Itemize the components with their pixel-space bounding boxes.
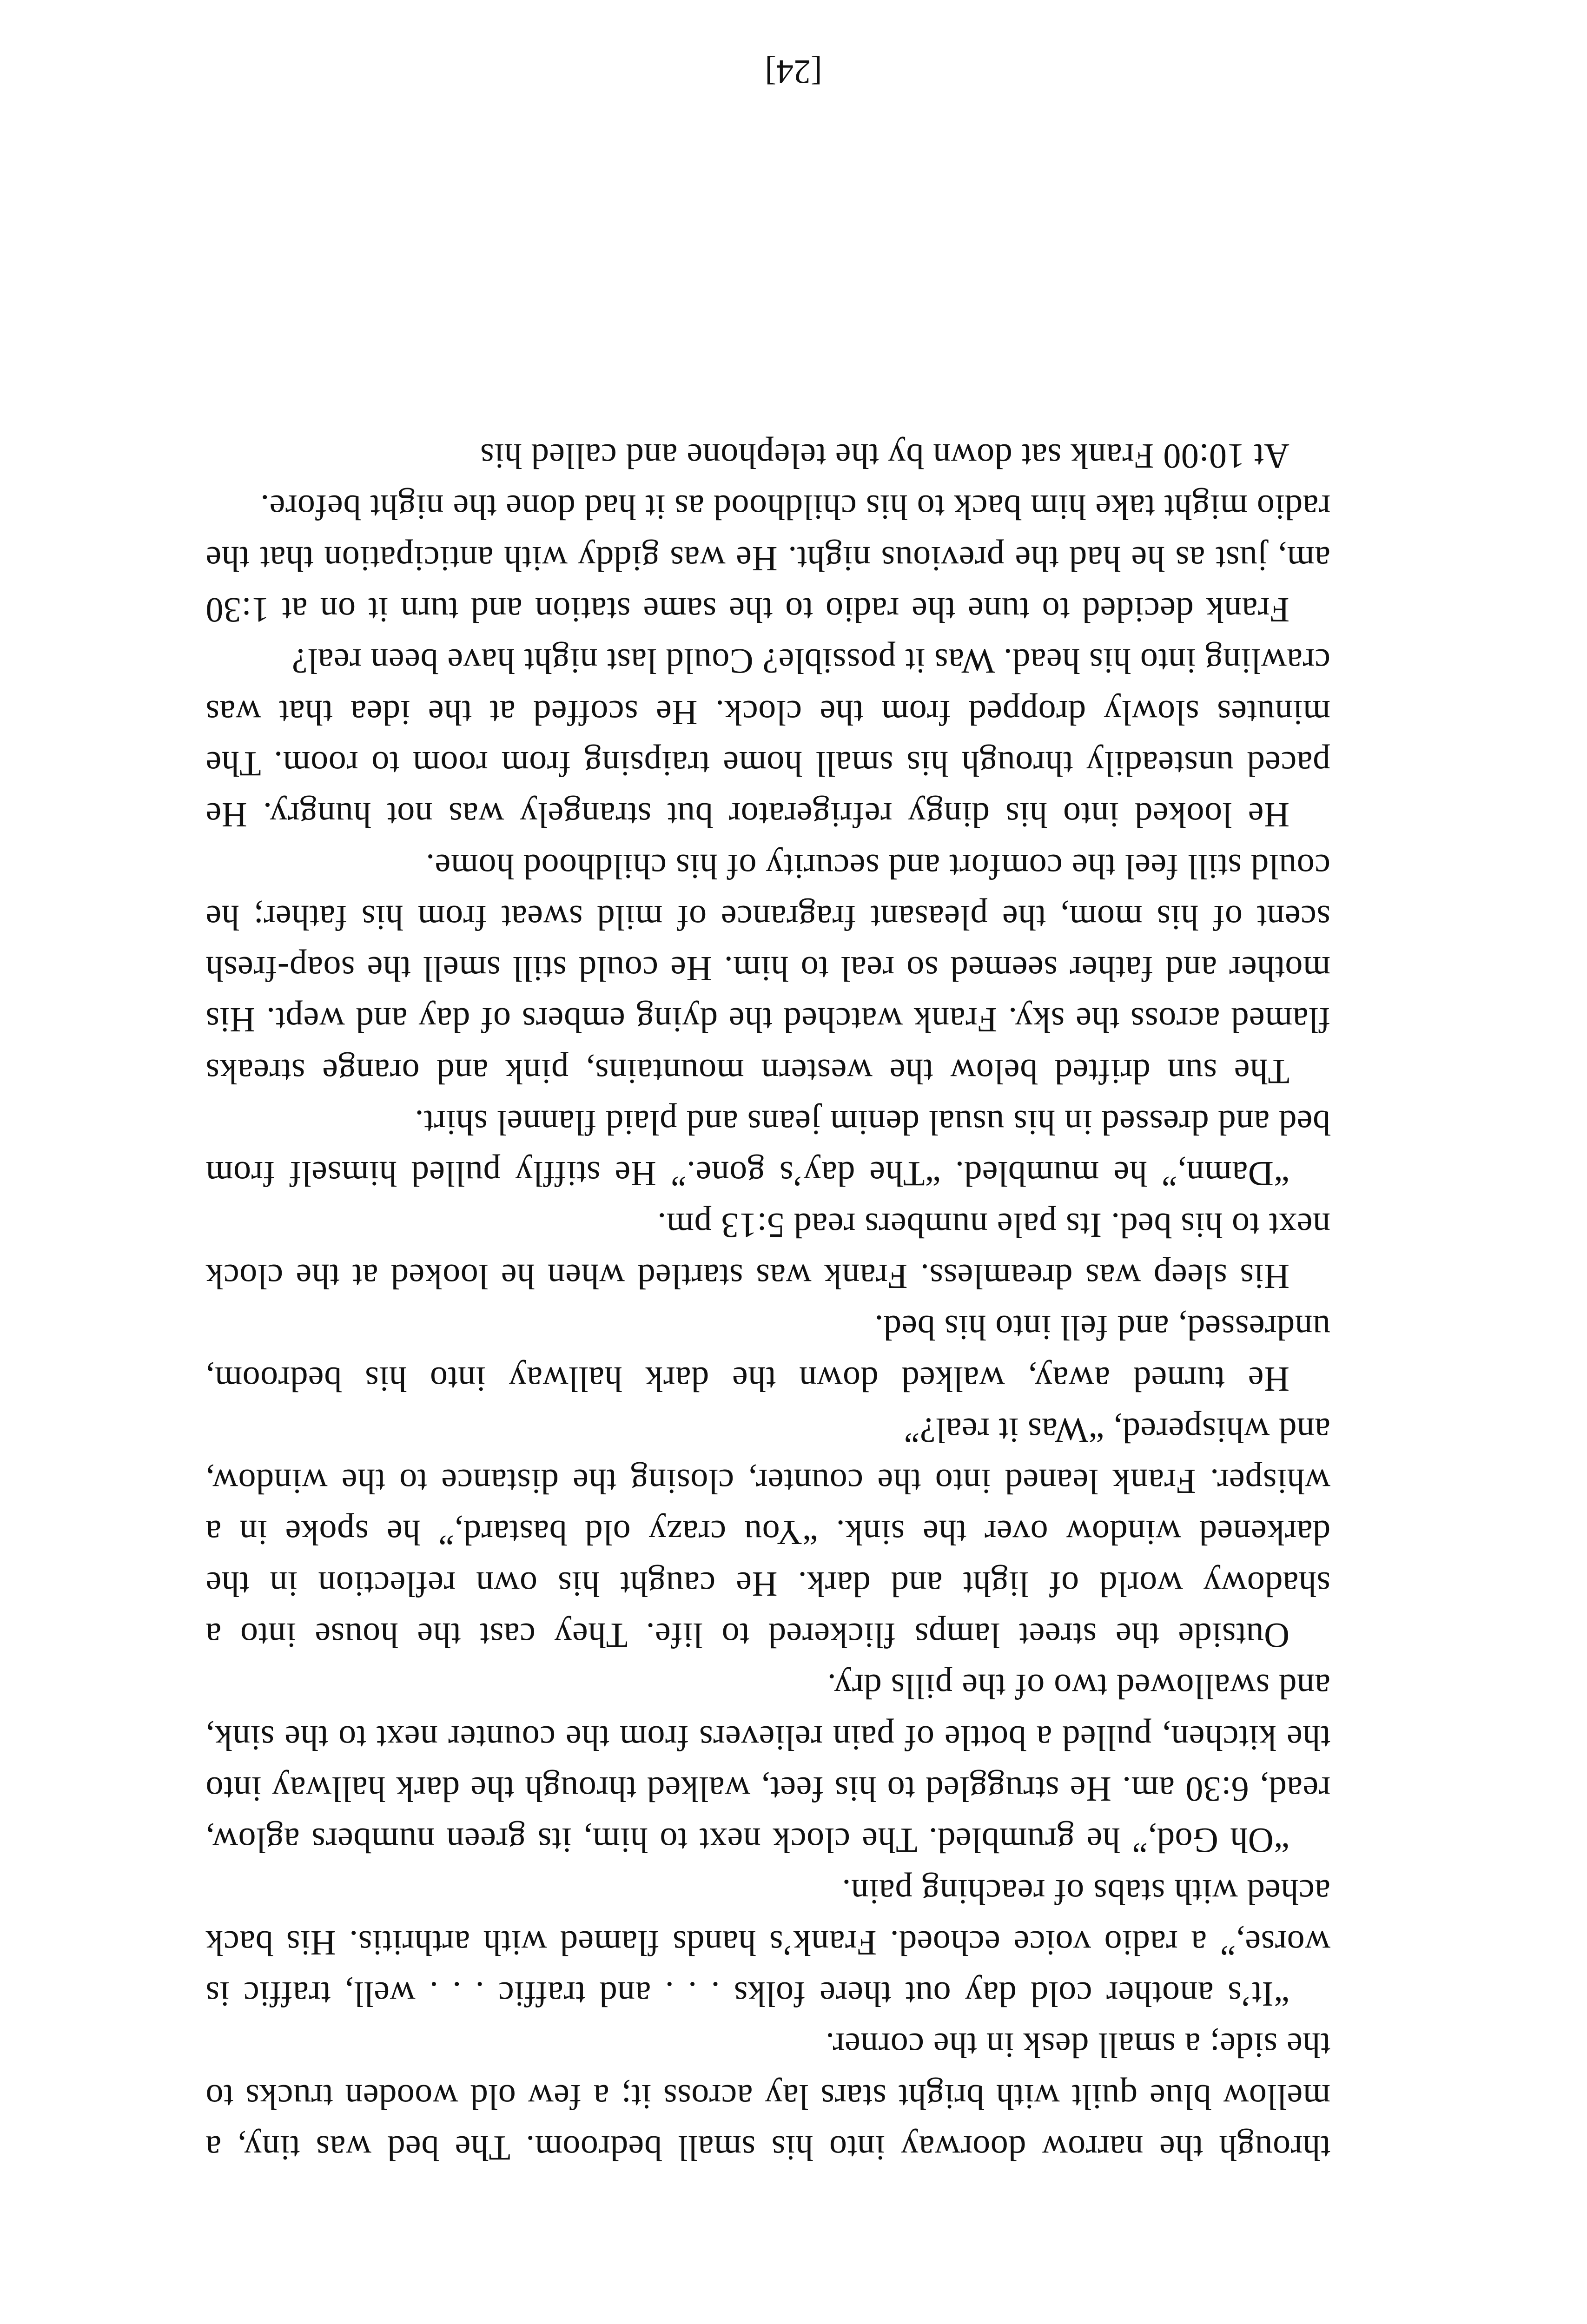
paragraph: At 10:00 Frank sat down by the telephone and called his xyxy=(480,436,1289,476)
paragraph: He turned away, walked down the dark hallway into his bedroom, undressed, and fell into his bed. xyxy=(205,1308,1330,1399)
body-text xyxy=(205,430,1330,2173)
paragraph: “Oh God,” he grumbled. The clock next to him, its green numbers aglow, read, 6:30 am. He struggled to his feet, walked through the dark hallway into the kitchen, pulled a bottle of pain relievers from the counter next to the sink, and swallowed two of the pills dry. xyxy=(205,1667,1330,1860)
paragraph: His sleep was dreamless. Frank was startled when he looked at the clock next to his bed. Its pale numbers read 5:13 pm. xyxy=(205,1205,1330,1296)
paragraph: Frank decided to tune the radio to the same station and turn it on at 1:30 am, just as he had the previous night. He was giddy with anticipation that the radio might take him back to his childhood as it had done the night before. xyxy=(205,488,1330,630)
paragraph: The sun drifted below the western mountains, pink and orange streaks flamed across the sky. Frank watched the dying embers of day and wept. His mother and father seemed so real to him. He could still smell the soap-fresh scent of his mom, the pleasant fragrance of mild sweat from his father; he could still feel the comfort and security of his childhood home. xyxy=(205,846,1330,1091)
paragraph: He looked into his dingy refrigerator but strangely was not hungry. He paced unsteadily through his small home traipsing from room to room. The minutes slowly dropped from the clock. He scoffed at the idea that was crawling into his head. Was it possible? Could last night have been real? xyxy=(205,641,1330,835)
paragraph: through the narrow doorway into his small bedroom. The bed was tiny, a mellow blue quilt with bright stars lay across it; a few old wooden trucks to the side; a small desk in the corner. xyxy=(205,2026,1330,2167)
page-number: [24] xyxy=(765,53,822,91)
paragraph: “It’s another cold day out there folks . . . and traffic . . . well, traffic is worse,” a radio voice echoed. Frank’s hands flamed with arthritis. His back ached with stabs of reaching pain. xyxy=(205,1872,1330,2014)
paragraph: Outside the street lamps flickered to life. They cast the house into a shadowy world of light and dark. He caught his own reflection in the darkened window over the sink. “You crazy old bastard,” he spoke in a whisper. Frank leaned into the counter, closing the distance to the window, and whispered, “Was it real?” xyxy=(205,1410,1330,1655)
paragraph: “Damn,” he mumbled. “The day’s gone.” He stiffly pulled himself from bed and dressed in his usual denim jeans and plaid flannel shirt. xyxy=(205,1103,1330,1194)
